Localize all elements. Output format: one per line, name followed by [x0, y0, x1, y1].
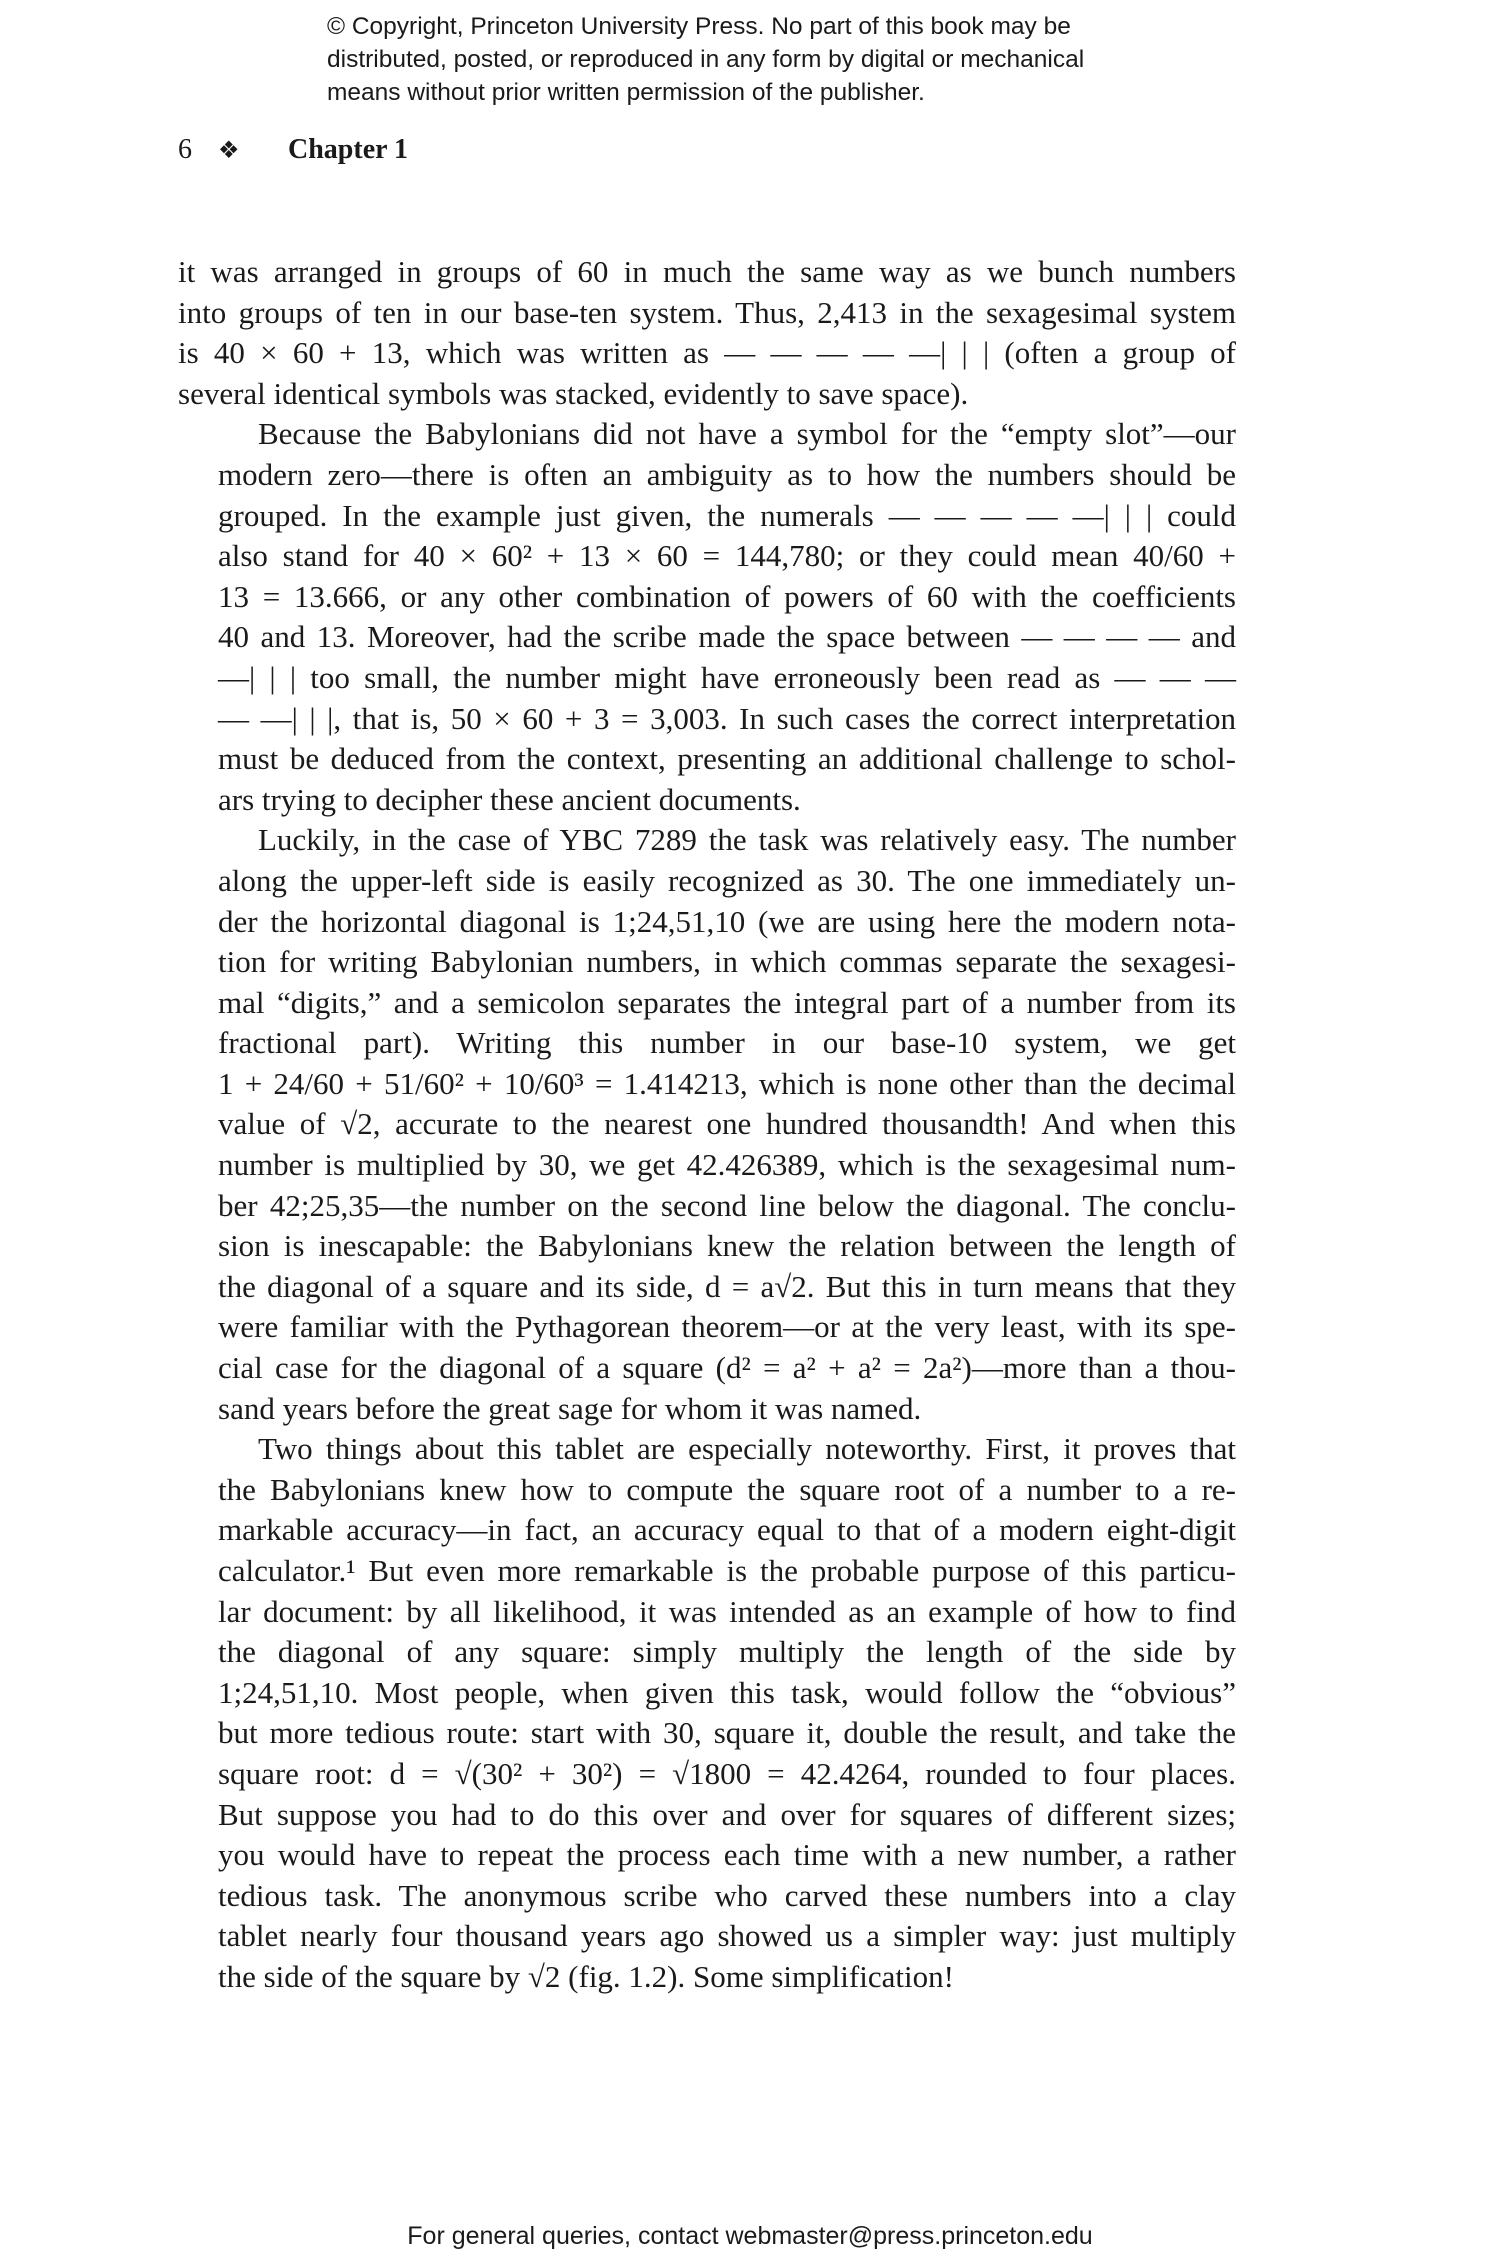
text-line: 1;24,51,10. Most people, when given this task, would follow the “obvious” — [218, 1674, 1236, 1710]
text-line: lar document: by all likelihood, it was intended as an example of how to find — [218, 1593, 1236, 1629]
text-line: fractional part). Writing this number in our base-10 system, we get — [218, 1025, 1236, 1061]
text-line: tablet nearly four thousand years ago showed us a simpler way: just multiply — [218, 1918, 1236, 1954]
text-line: the diagonal of a square and its side, d = a√2. But this in turn means that they — [218, 1268, 1236, 1304]
text-line: several identical symbols was stacked, evidently to save space). — [178, 375, 969, 411]
copyright-line: means without prior written permission of the publisher. — [327, 79, 925, 106]
text-line: the Babylonians knew how to compute the square root of a number to a re- — [218, 1471, 1236, 1507]
text-line: But suppose you had to do this over and over for squares of different sizes; — [218, 1796, 1236, 1832]
copyright-line: distributed, posted, or reproduced in any form by digital or mechanical — [327, 46, 1085, 73]
footer-contact: For general queries, contact webmaster@press.princeton.edu — [407, 2222, 1093, 2250]
text-line: into groups of ten in our base-ten system. Thus, 2,413 in the sexagesimal system — [178, 294, 1236, 330]
chapter-title: Chapter 1 — [288, 134, 409, 165]
text-line: tedious task. The anonymous scribe who carved these numbers into a clay — [218, 1877, 1236, 1913]
text-line: along the upper-left side is easily recognized as 30. The one immediately un- — [218, 862, 1236, 898]
paragraph — [178, 1429, 1236, 1997]
text-line: Two things about this tablet are especially noteworthy. First, it proves that — [258, 1431, 1236, 1467]
text-line: 13 = 13.666, or any other combination of powers of 60 with the coefficients — [218, 578, 1236, 614]
text-line: you would have to repeat the process each time with a new number, a rather — [218, 1837, 1236, 1873]
text-line: the side of the square by √2 (fig. 1.2). Some simplification! — [218, 1958, 954, 1994]
text-line: markable accuracy—in fact, an accuracy equal to that of a modern eight-digit — [218, 1512, 1236, 1548]
paragraph — [178, 252, 1236, 414]
text-line: 40 and 13. Moreover, had the scribe made the space between — — — — and — [218, 619, 1236, 655]
text-line: also stand for 40 × 60² + 13 × 60 = 144,780; or they could mean 40/60 + — [218, 538, 1236, 574]
text-line: 1 + 24/60 + 51/60² + 10/60³ = 1.414213, which is none other than the decimal — [218, 1065, 1236, 1101]
running-head — [178, 134, 408, 166]
text-line: but more tedious route: start with 30, square it, double the result, and take the — [218, 1715, 1236, 1751]
text-line: number is multiplied by 30, we get 42.426389, which is the sexagesimal num- — [218, 1147, 1236, 1183]
text-line: — —| | |, that is, 50 × 60 + 3 = 3,003. In such cases the correct interpretation — [218, 700, 1236, 736]
text-line: modern zero—there is often an ambiguity as to how the numbers should be — [218, 456, 1236, 492]
text-line: square root: d = √(30² + 30²) = √1800 = 42.4264, rounded to four places. — [218, 1755, 1236, 1791]
text-line: sand years before the great sage for whom it was named. — [218, 1390, 922, 1426]
text-line: ber 42;25,35—the number on the second line below the diagonal. The conclu- — [218, 1187, 1236, 1223]
text-line: ars trying to decipher these ancient documents. — [218, 781, 801, 817]
text-line: were familiar with the Pythagorean theorem—or at the very least, with its spe- — [218, 1309, 1236, 1345]
copyright-notice — [327, 10, 1227, 109]
text-line: cial case for the diagonal of a square (d² = a² + a² = 2a²)—more than a thou- — [218, 1350, 1236, 1386]
paragraph — [178, 414, 1236, 820]
text-line: grouped. In the example just given, the numerals — — — — —| | | could — [218, 497, 1236, 533]
paragraph — [178, 820, 1236, 1429]
page-number: 6 — [178, 134, 192, 165]
copyright-line: © Copyright, Princeton University Press. No part of this book may be — [327, 13, 1071, 40]
text-line: Because the Babylonians did not have a symbol for the “empty slot”—our — [258, 416, 1236, 452]
text-line: it was arranged in groups of 60 in much the same way as we bunch numbers — [178, 254, 1236, 289]
body-text — [178, 252, 1236, 1998]
text-line: must be deduced from the context, presenting an additional challenge to schol- — [218, 741, 1236, 777]
text-line: mal “digits,” and a semicolon separates the integral part of a number from its — [218, 984, 1236, 1020]
text-line: Luckily, in the case of YBC 7289 the task was relatively easy. The number — [258, 822, 1236, 858]
ornament-icon: ❖ — [218, 138, 240, 164]
text-line: calculator.¹ But even more remarkable is the probable purpose of this particu- — [218, 1553, 1236, 1588]
text-line: tion for writing Babylonian numbers, in which commas separate the sexagesi- — [218, 944, 1236, 980]
text-line: sion is inescapable: the Babylonians knew the relation between the length of — [218, 1228, 1236, 1264]
text-line: value of √2, accurate to the nearest one hundred thousandth! And when this — [218, 1106, 1236, 1142]
text-line: is 40 × 60 + 13, which was written as — — — — —| | | (often a group of — [178, 335, 1236, 371]
text-line: the diagonal of any square: simply multiply the length of the side by — [218, 1634, 1236, 1670]
text-line: der the horizontal diagonal is 1;24,51,10 (we are using here the modern nota- — [218, 903, 1236, 939]
text-line: —| | | too small, the number might have erroneously been read as — — — — [218, 659, 1236, 695]
